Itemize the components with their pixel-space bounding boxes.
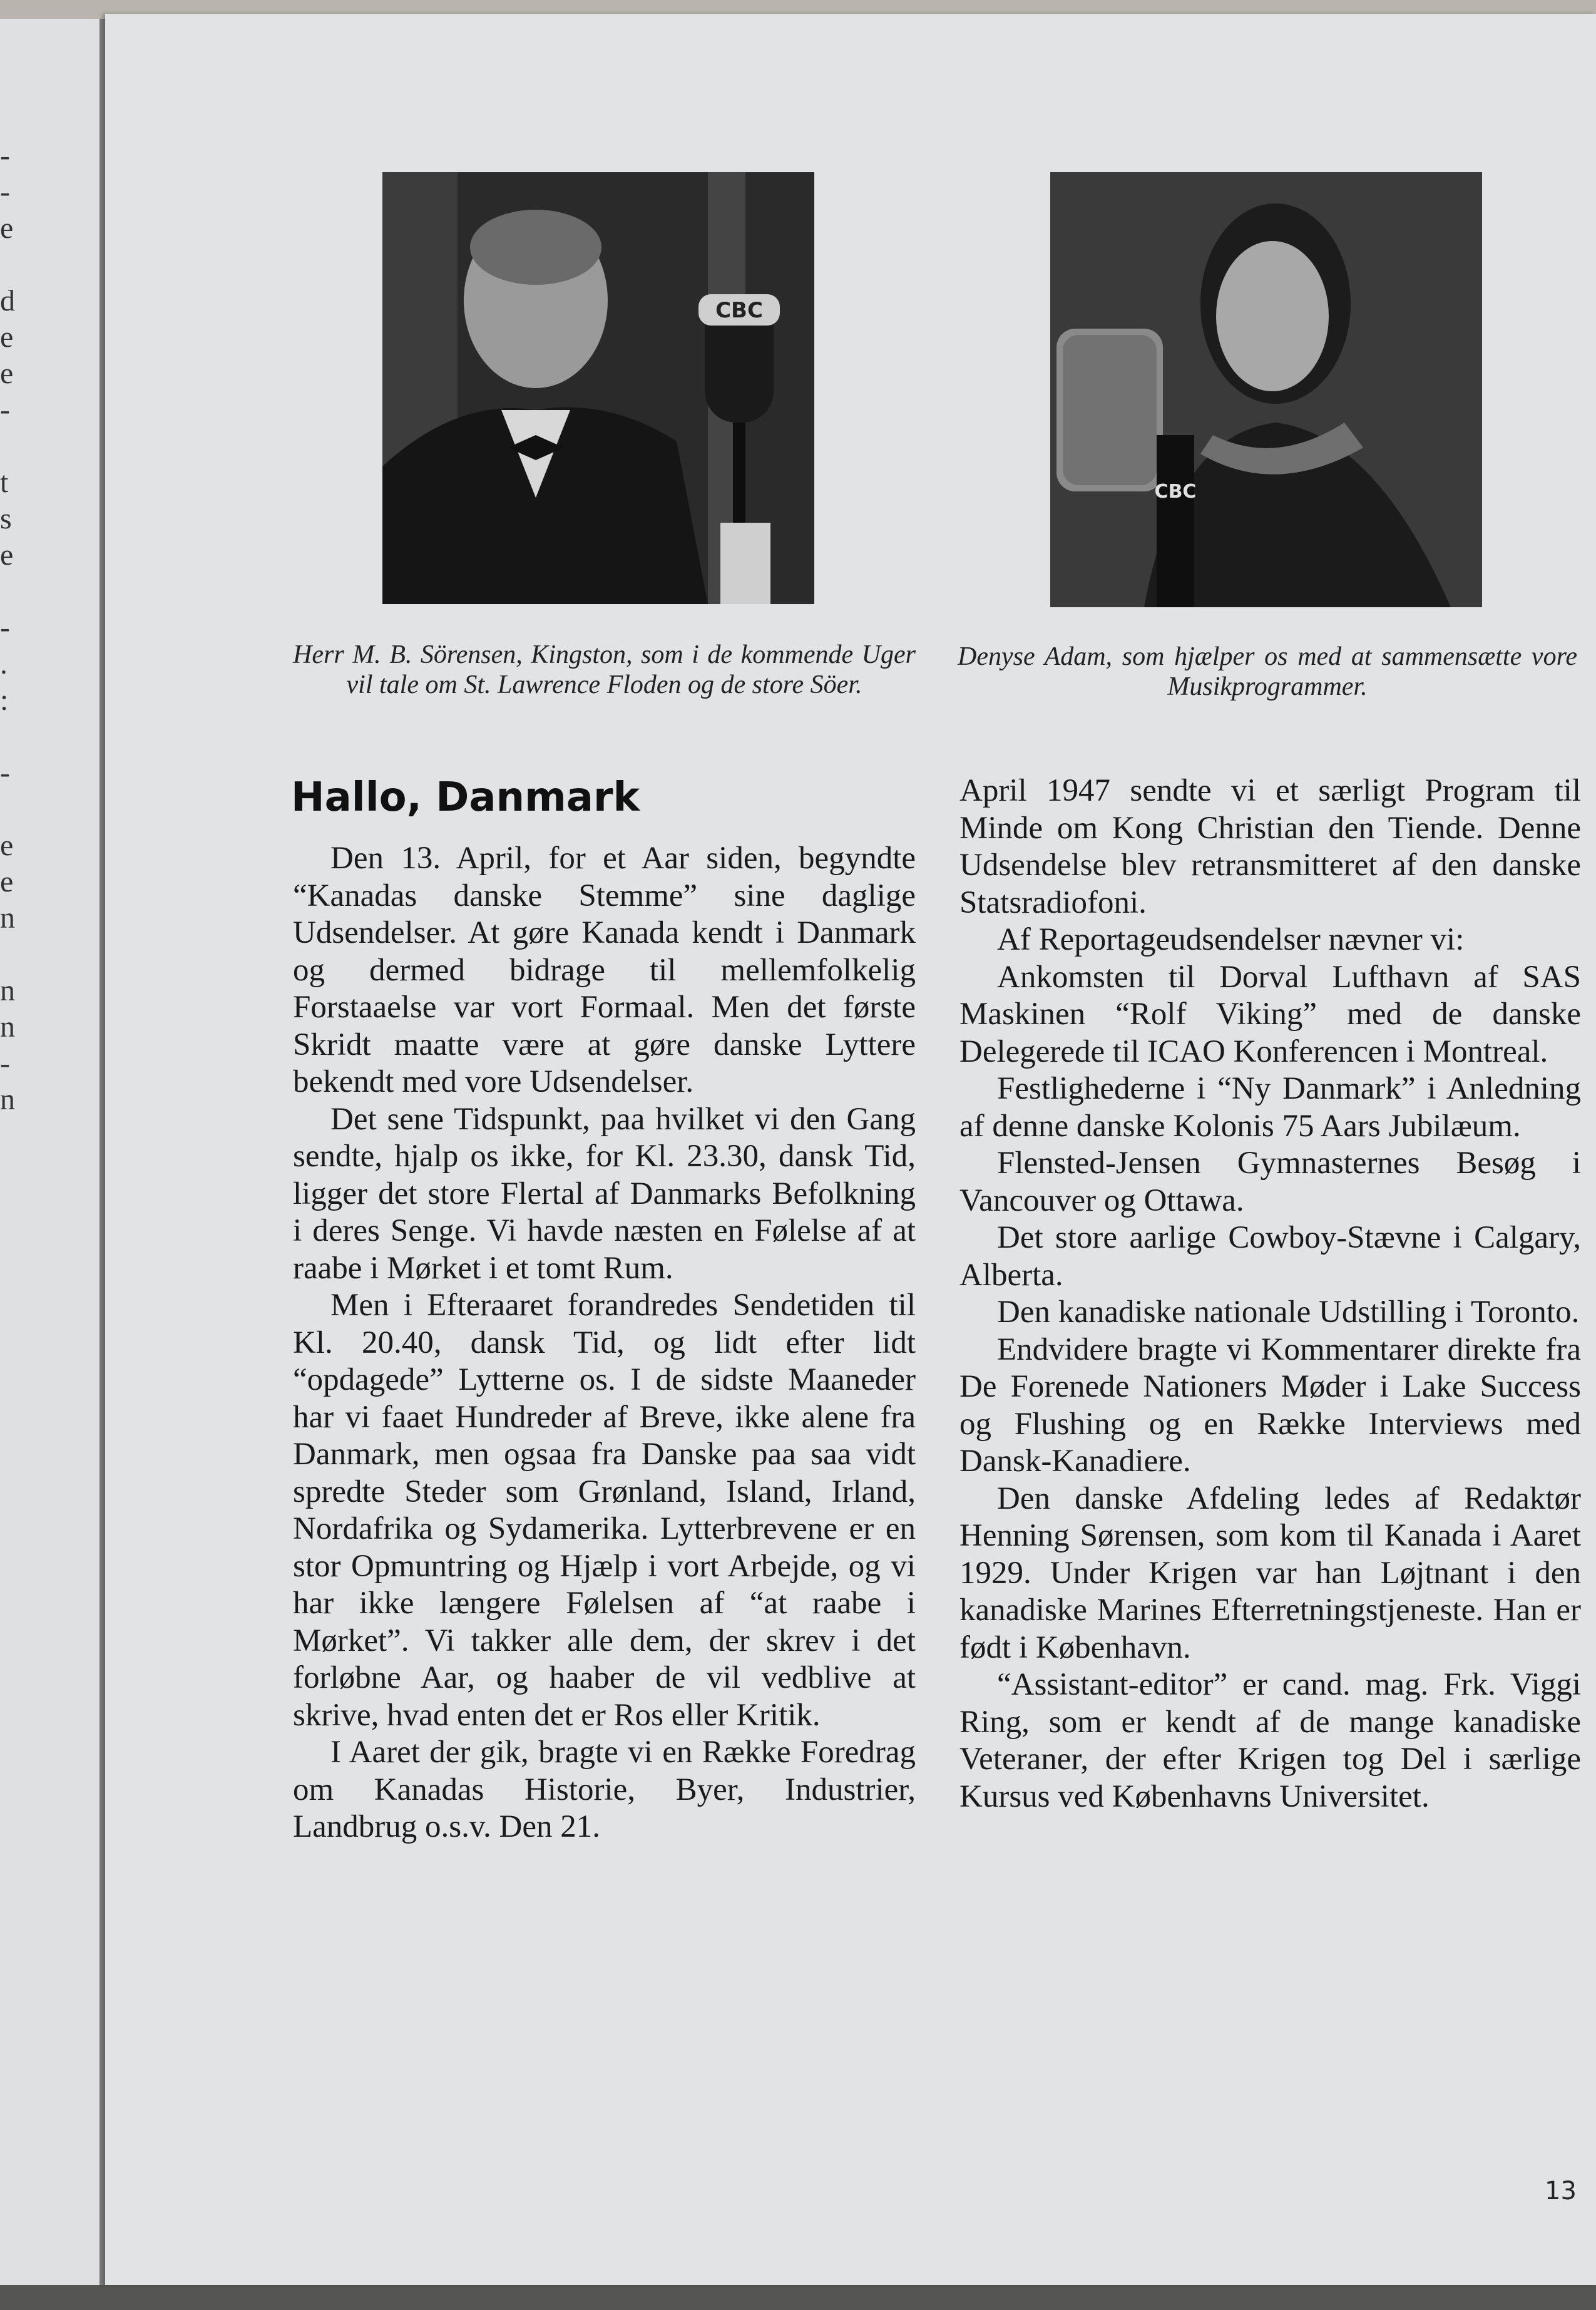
- left-page-fragment: [0, 791, 19, 828]
- left-page-fragment: -: [0, 139, 10, 172]
- left-page-fragment: e: [0, 829, 14, 862]
- cbc-logo-text: CBC: [715, 298, 763, 323]
- left-page-fragment: :: [0, 684, 9, 717]
- paragraph: I Aaret der gik, bragte vi en Række Foredrag om Kanadas Historie, Byer, Industrier, Landbrug o.s.v. Den 21.: [293, 1735, 916, 1844]
- left-page-fragment: s: [0, 502, 12, 535]
- left-page-fragment: e: [0, 321, 14, 354]
- photo-denyse-adam: [1050, 172, 1482, 607]
- left-page-fragment: e: [0, 357, 14, 390]
- left-page-fragment: -: [0, 611, 10, 644]
- left-page-fragment: [0, 428, 19, 465]
- left-page-fragment: [0, 937, 19, 973]
- paragraph: Men i Efteraaret forandredes Sendetiden til Kl. 20.40, dansk Tid, og lidt efter lidt “opdagede” Lytterne os. I de sidste Maaneder har vi faaet Hundreder af Breve, ikke alene fra Danmark, men ogsaa fra Danske paa saa vidt spredte Steder som Grønland, Island, Irland, Nordafrika og Sydamerika. Lytterbrevene er en stor Opmuntring og Hjælp i vort Arbejde, og vi har ikke længere Følelsen af “at raabe i Mørket”. Vi takker alle dem, der skrev i det forløbne Aar, og haaber de vil vedblive at skrive, hvad enten det er Ros eller Kritik.: [293, 1288, 916, 1733]
- paragraph: Endvidere bragte vi Kommentarer direkte fra De Forenede Nationers Møder i Lake Success og Flushing og en Række Interviews med Dansk-Kanadiere.: [959, 1332, 1581, 1479]
- left-page-fragment: t: [0, 466, 9, 499]
- paragraph: April 1947 sendte vi et særligt Program til Minde om Kong Christian den Tiende. Denne Udsendelse blev retransmitteret af den danske Statsradiofoni.: [959, 773, 1581, 920]
- left-page-fragment: -: [0, 756, 10, 789]
- left-page-fragment: e: [0, 538, 14, 572]
- paragraph: Den danske Afdeling ledes af Redaktør Henning Sørensen, som kom til Kanada i Aaret 1929. Under Krigen var han Løjtnant i den kanadiske Marines Efterretningstjeneste. Han er født i København.: [959, 1481, 1581, 1665]
- left-page-fragment: n: [0, 1083, 15, 1116]
- left-page-fragment: -: [0, 1047, 10, 1080]
- paragraph: Flensted-Jensen Gymnasternes Besøg i Vancouver og Ottawa.: [959, 1146, 1581, 1218]
- paragraph: Det store aarlige Cowboy-Stævne i Calgary, Alberta.: [959, 1220, 1581, 1293]
- magazine-page: [105, 14, 1596, 2285]
- paragraph: Ankomsten til Dorval Lufthavn af SAS Maskinen “Rolf Viking” med de danske Delegerede til ICAO Konferencen i Montreal.: [959, 959, 1581, 1069]
- paragraph: Det sene Tidspunkt, paa hvilket vi den Gang sendte, hjalp os ikke, for Kl. 23.30, dansk Tid, ligger det store Flertal af Danmarks Befolkning i deres Senge. Vi havde næsten en Følelse af at raabe i Mørket i et tomt Rum.: [293, 1101, 916, 1286]
- caption-photo-2: Denyse Adam, som hjælper os med at sammensætte vore Musikprogrammer.: [958, 642, 1577, 701]
- portrait-man-microphone-icon: [382, 172, 814, 604]
- left-page-fragment: n: [0, 974, 15, 1007]
- left-page-fragment: .: [0, 647, 8, 680]
- left-page-fragment: e: [0, 212, 14, 245]
- paragraph: Den kanadiske nationale Udstilling i Toronto.: [997, 1295, 1580, 1330]
- left-page-fragment: e: [0, 865, 14, 898]
- page-number: 13: [1545, 2177, 1577, 2205]
- caption-photo-1: Herr M. B. Sörensen, Kingston, som i de kommende Uger vil tale om St. Lawrence Floden og de store Söer.: [293, 640, 916, 699]
- article-column-1: [293, 840, 916, 1846]
- article-column-2: [959, 773, 1581, 1815]
- paragraph: Den 13. April, for et Aar siden, begyndte “Kanadas danske Stemme” sine daglige Udsendelser. At gøre Kanada kendt i Danmark og dermed bidrage til mellemfolkelig Forstaaelse var vort Formaal. Men det første Skridt maatte være at gøre danske Lyttere bekendt med vore Udsendelser.: [293, 841, 916, 1099]
- paragraph: Festlighederne i “Ny Danmark” i Anledning af denne danske Kolonis 75 Aars Jubilæum.: [959, 1071, 1581, 1144]
- left-page-fragment: -: [0, 393, 10, 426]
- left-page-edge: [0, 19, 100, 2285]
- article-heading: Hallo, Danmark: [291, 774, 640, 821]
- portrait-woman-microphone-icon: [1050, 172, 1482, 607]
- left-page-fragment: [0, 573, 19, 610]
- left-page-text-fragments: [0, 138, 19, 1118]
- left-page-fragment: d: [0, 284, 15, 317]
- left-page-fragment: -: [0, 175, 10, 208]
- left-page-fragment: n: [0, 1010, 15, 1044]
- paragraph: Af Reportageudsendelser nævner vi:: [997, 922, 1465, 957]
- cbc-logo-vertical: CBC: [1154, 481, 1197, 503]
- left-page-fragment: [0, 719, 19, 755]
- background-edge-bottom: [0, 2285, 1596, 2310]
- photo-sorensen: [382, 172, 814, 604]
- paragraph: “Assistant-editor” er cand. mag. Frk. Viggi Ring, som er kendt af de mange kanadiske Veteraner, der efter Krigen tog Del i særlige Kursus ved Københavns Universitet.: [959, 1667, 1581, 1814]
- left-page-fragment: [0, 247, 19, 283]
- left-page-fragment: n: [0, 901, 15, 935]
